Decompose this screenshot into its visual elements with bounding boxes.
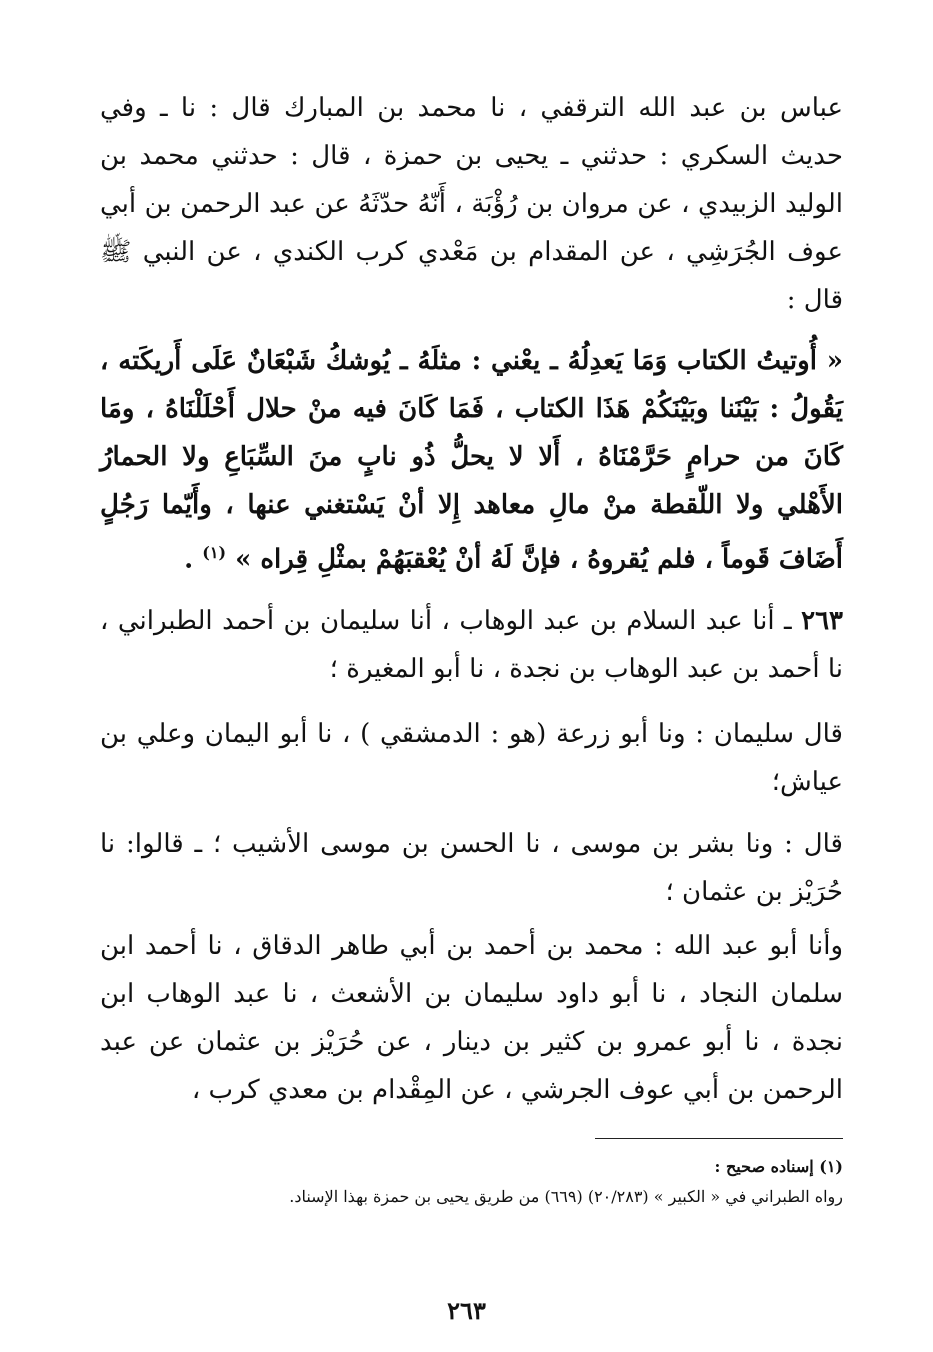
footnote-text: رواه الطبراني في « الكبير » (٢٠/٢٨٣) (٦٦٩) من طريق يحيى بن حمزة بهذا الإسناد. xyxy=(289,1187,843,1206)
paragraph-abu-abdillah xyxy=(100,922,843,1114)
paragraph-sulaiman xyxy=(100,710,843,806)
hadith-end: . xyxy=(184,544,194,575)
paragraph-isnad-intro xyxy=(100,84,843,324)
footnote-title: (١) إسناده صحيح : xyxy=(714,1157,843,1176)
paragraph-qala xyxy=(100,820,843,916)
footnote-1 xyxy=(100,1152,843,1212)
footnote-reference: (١) xyxy=(202,543,227,562)
paragraph-text: قال سليمان : ونا أبو زرعة (هو : الدمشقي ) ، نا أبو اليمان وعلي بن عياش؛ xyxy=(100,719,843,797)
hadith-body: « أُوتيتُ الكتاب وَمَا يَعدِلُهُ ـ يعْني : مثلَهُ ـ يُوشكُ شَبْعَانٌ عَلَى أَريكَته ، يَقُولُ : بَيْنَنا وبَيْنَكُمْ هَذَا الكتاب ، فَمَا كَانَ فيه منْ حلال أَحْلَلْنَاهُ ، ومَا كَانَ من حرامٍ حَرَّمْنَاهُ ، أَلا لا يحلُّ ذُو نابٍ منَ السِّبَاعِ ولا الحمارُ الأَهْلي ولا اللّقطة منْ مالِ معاهد إِلا أنْ يَسْتغني عنها ، وأَيّما رَجُلٍ أَضَافَ قَوماً ، فلم يُقروهُ ، فإنَّ لَهُ أنْ يُعْقبَهُمْ بمثْلِ قِراه » xyxy=(100,346,843,575)
paragraph-text: قال : ونا بشر بن موسى ، نا الحسن بن موسى الأشيب ؛ ـ قالوا: نا حُرَيْز بن عثمان ؛ xyxy=(100,829,843,907)
hadith-number: ٢٦٣ xyxy=(801,606,844,636)
page-number: ٢٦٣ xyxy=(447,1296,486,1325)
footnote-divider xyxy=(595,1138,843,1139)
paragraph-text: عباس بن عبد الله الترقفي ، نا محمد بن المبارك قال : نا ـ وفي حديث السكري : حدثني ـ يحيى بن حمزة ، قال : حدثني محمد بن الوليد الزبيدي ، عن مروان بن رُؤْبَة ، أَنّهُ حدّثَهُ عن عبد الرحمن بن أبي عوف الجُرَشِي ، عن المقدام بن مَعْدي كرب الكندي ، عن النبي ﷺ قال : xyxy=(100,93,843,315)
paragraph-text: ـ أنا عبد السلام بن عبد الوهاب ، أنا سليمان بن أحمد الطبراني ، نا أحمد بن عبد الوهاب بن نجدة ، نا أبو المغيرة ؛ xyxy=(100,606,843,684)
paragraph-text: وأنا أبو عبد الله : محمد بن أحمد بن أبي طاهر الدقاق ، نا أحمد ابن سلمان النجاد ، نا أبو داود سليمان بن الأشعث ، نا عبد الوهاب ابن نجدة ، نا أبو عمرو بن كثير بن دينار ، عن حُرَيْز بن عثمان عن عبد الرحمن بن أبي عوف الجرشي ، عن المِقْدام بن معدي كرب ، xyxy=(100,931,843,1105)
paragraph-263 xyxy=(100,597,843,693)
hadith-text xyxy=(100,337,843,584)
